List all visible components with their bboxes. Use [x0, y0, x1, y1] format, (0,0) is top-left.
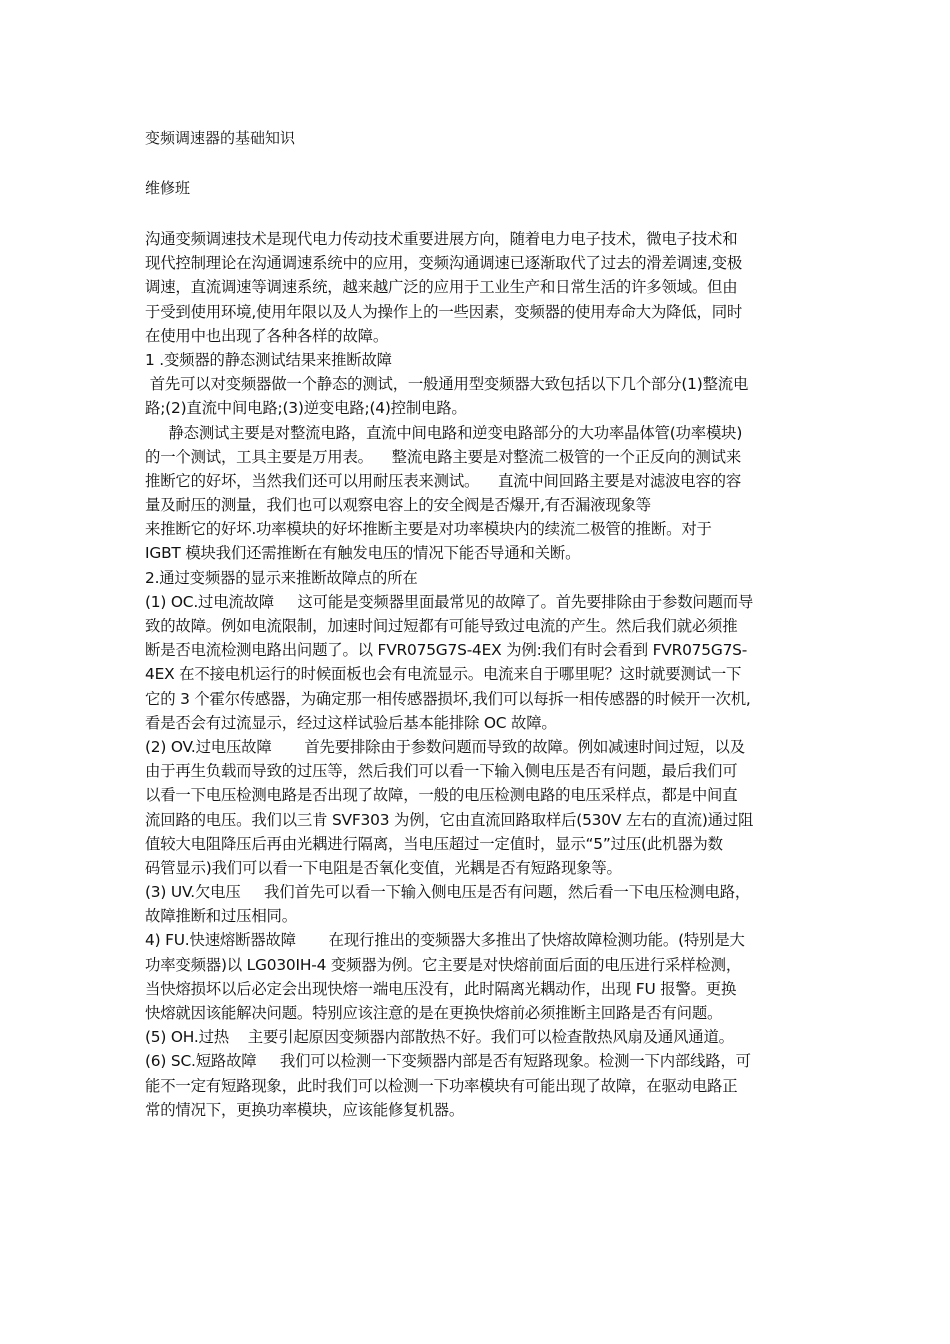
- body-text-line: (2) OV.过电压故障 首先要排除由于参数问题而导致的故障。例如减速时间过短，以及: [145, 737, 745, 756]
- body-text-line: 功率变频器)以 LG030IH-4 变频器为例。它主要是对快熔前面后面的电压进行采样检测，: [145, 955, 742, 974]
- body-text-line: 能不一定有短路现象，此时我们可以检测一下功率模块有可能出现了故障，在驱动电路正: [145, 1076, 738, 1095]
- body-text-line: 在使用中也出现了各种各样的故障。: [145, 326, 389, 345]
- body-text-line: 现代控制理论在沟通调速系统中的应用，变频沟通调速已逐渐取代了过去的滑差调速,变极: [145, 254, 743, 273]
- body-text-line: 量及耐压的测量，我们也可以观察电容上的安全阀是否爆开,有否漏液现象等: [145, 496, 651, 515]
- body-text-line: 4) FU.快速熔断器故障 在现行推出的变频器大多推出了快熔故障检测功能。(特别是大: [145, 931, 745, 950]
- body-text-line: (1) OC.过电流故障 这可能是变频器里面最常见的故障了。首先要排除由于参数问题而导: [145, 592, 754, 611]
- body-text-line: 首先可以对变频器做一个静态的测试，一般通用型变频器大致包括以下几个部分(1)整流电: [145, 375, 749, 394]
- document-title: 变频调速器的基础知识: [145, 129, 296, 147]
- body-text-line: 流回路的电压。我们以三肯 SVF303 为例，它由直流回路取样后(530V 左右的直流)通过阻: [145, 810, 754, 829]
- body-text-line: 4EX 在不接电机运行的时候面板也会有电流显示。电流来自于哪里呢？这时就要测试一下: [145, 665, 742, 684]
- body-text-line: 致的故障。例如电流限制，加速时间过短都有可能导致过电流的产生。然后我们就必须推: [145, 617, 738, 635]
- body-text-line: 当快熔损坏以后必定会出现快熔一端电压没有，此时隔离光耦动作，出现 FU 报警。更换: [145, 979, 737, 998]
- body-text-line: 路;(2)直流中间电路;(3)逆变电路;(4)控制电路。: [145, 399, 467, 418]
- body-text-line: (5) OH.过热 主要引起原因变频器内部散热不好。我们可以检查散热风扇及通风通道。: [145, 1028, 734, 1047]
- body-text-line: 于受到使用环境,使用年限以及人为操作上的一些因素，变频器的使用寿命大为降低，同时: [145, 302, 743, 321]
- body-text-line: 调速，直流调速等调速系统，越来越广泛的应用于工业生产和日常生活的许多领域。但由: [145, 278, 738, 297]
- body-text-line: 静态测试主要是对整流电路，直流中间电路和逆变电路部分的大功率晶体管(功率模块): [145, 423, 743, 442]
- body-text-line: 由于再生负载而导致的过压等，然后我们可以看一下输入侧电压是否有问题，最后我们可: [145, 762, 738, 781]
- body-text-line: 1 .变频器的静态测试结果来推断故障: [145, 350, 392, 369]
- document-body: [145, 227, 817, 1122]
- body-text-line: 看是否会有过流显示，经过这样试验后基本能排除 OC 故障。: [145, 713, 557, 732]
- document-department: 维修班: [145, 179, 191, 197]
- body-text-line: 快熔就因该能解决问题。特别应该注意的是在更换快熔前必须推断主回路是否有问题。: [145, 1004, 723, 1022]
- body-text-line: 断是否电流检测电路出问题了。以 FVR075G7S-4EX 为例:我们有时会看到 FVR075G7S-: [145, 641, 748, 660]
- body-text-line: 来推断它的好坏.功率模块的好坏推断主要是对功率模块内的续流二极管的推断。对于: [145, 520, 712, 539]
- body-text-line: 它的 3 个霍尔传感器，为确定那一相传感器损坏,我们可以每拆一相传感器的时候开一次机,: [145, 689, 751, 708]
- body-text-line: (6) SC.短路故障 我们可以检测一下变频器内部是否有短路现象。检测一下内部线路，可: [145, 1052, 751, 1071]
- body-text-line: 2.通过变频器的显示来推断故障点的所在: [145, 568, 418, 587]
- body-text-line: 推断它的好坏，当然我们还可以用耐压表来测试。 直流中间回路主要是对滤波电容的容: [145, 471, 742, 490]
- body-text-line: 码管显示)我们可以看一下电阻是否氧化变值，光耦是否有短路现象等。: [145, 858, 622, 877]
- body-text-line: 以看一下电压检测电路是否出现了故障，一般的电压检测电路的电压采样点，都是中间直: [145, 786, 738, 805]
- body-text-line: 的一个测试，工具主要是万用表。 整流电路主要是对整流二极管的一个正反向的测试来: [145, 447, 742, 466]
- body-text-line: 故障推断和过压相同。: [145, 907, 297, 926]
- body-text-line: 常的情况下，更换功率模块，应该能修复机器。: [145, 1100, 465, 1119]
- body-text-line: (3) UV.欠电压 我们首先可以看一下输入侧电压是否有问题，然后看一下电压检测电路，: [145, 883, 751, 902]
- body-text-line: 沟通变频调速技术是现代电力传动技术重要进展方向，随着电力电子技术，微电子技术和: [145, 230, 738, 248]
- body-text-line: 值较大电阻降压后再由光耦进行隔离，当电压超过一定值时，显示“5”过压(此机器为数: [145, 834, 723, 853]
- body-text-line: IGBT 模块我们还需推断在有触发电压的情况下能否导通和关断。: [145, 544, 581, 563]
